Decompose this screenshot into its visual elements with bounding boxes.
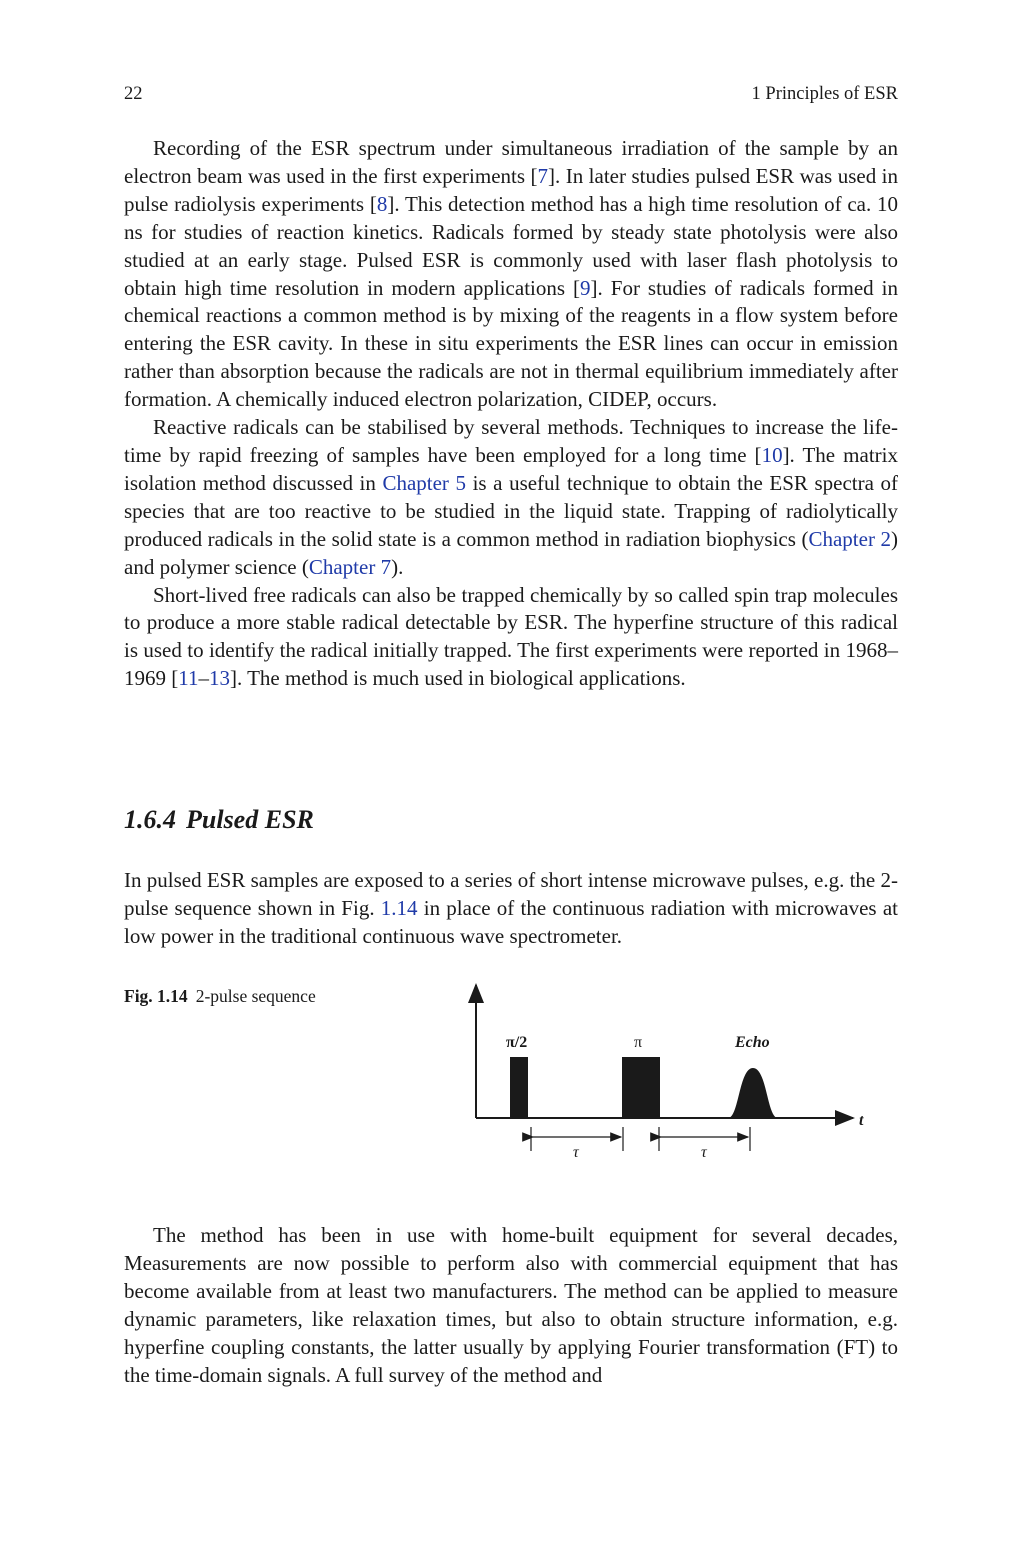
citation-9[interactable]: 9 [580, 275, 591, 300]
pi-label: π [634, 1034, 643, 1051]
section-number: 1.6.4 [124, 805, 176, 834]
paragraph-4: In pulsed ESR samples are exposed to a series of short intense microwave pulses, e.g. the 2-pulse sequence shown in Fig. 1.14 in place of the continuous radiation with microwaves at low power in the traditional continuous wave spectrometer. [124, 868, 898, 948]
citation-11[interactable]: 11 [178, 666, 199, 691]
page-header [124, 84, 898, 108]
tau2-label: τ [701, 1144, 707, 1161]
citation-13[interactable]: 13 [208, 666, 230, 691]
figure-caption-text: 2-pulse sequence [195, 986, 316, 1006]
pulse-sequence-diagram [456, 975, 880, 1165]
pi-half-label: π/2 [506, 1034, 528, 1051]
chapter-5-link[interactable]: Chapter 5 [382, 470, 467, 495]
citation-10[interactable]: 10 [761, 442, 783, 467]
pulse-pi-half [510, 1057, 528, 1118]
pulse-pi [622, 1057, 660, 1118]
section-heading [124, 805, 314, 835]
running-title: 1 Principles of ESR [751, 84, 898, 104]
body-text-middle [124, 867, 898, 951]
paragraph-2: Reactive radicals can be stabilised by several methods. Techniques to increase the life-time by rapid freezing of samples have been employed for a long time [10]. The matrix isolation method discussed in Chapter 5 is a useful technique to obtain the ESR spectra of species that are too reactive to be studied in the liquid state. Trapping of radiolytically produced radicals in the solid state is a common method in radiation biophysics (Chapter 2) and polymer science (Chapter 7). [124, 415, 898, 579]
chapter-7-link[interactable]: Chapter 7 [308, 554, 392, 579]
echo-signal [728, 1068, 778, 1118]
citation-7[interactable]: 7 [537, 163, 548, 188]
page-number: 22 [124, 84, 143, 104]
figure-caption [124, 986, 316, 1007]
paragraph-3: Short-lived free radicals can also be trapped chemically by so called spin trap molecules to produce a more stable radical detectable by ESR. The hyperfine structure of this radical is used to identify the radical initially trapped. The first experiments were reported in 1968–1969 [11–13]. The method is much used in biological applications. [124, 582, 898, 691]
body-text-bottom [124, 1222, 898, 1389]
t-axis-label: t [859, 1112, 864, 1129]
tau1-label: τ [573, 1144, 579, 1161]
section-title: Pulsed ESR [186, 805, 314, 834]
citation-8[interactable]: 8 [376, 191, 388, 216]
figure-1-14-link[interactable]: 1.14 [380, 895, 418, 920]
chapter-2-link[interactable]: Chapter 2 [808, 526, 891, 551]
body-text-top [124, 135, 898, 693]
echo-label: Echo [735, 1034, 770, 1051]
figure-label: Fig. 1.14 [124, 986, 188, 1006]
paragraph-1: Recording of the ESR spectrum under simultaneous irradiation of the sample by an electron beam was used in the first experiments [7]. In later studies pulsed ESR was used in pulse radiolysis experiments [8]. This detection method has a high time resolution of ca. 10 ns for studies of reaction kinetics. Radicals formed by steady state photolysis were also studied at an early stage. Pulsed ESR is commonly used with laser flash photolysis to obtain high time resolution in modern applications [9]. For studies of radicals formed in chemical reactions a common method is by mixing of the reagents in a flow system before entering the ESR cavity. In these in situ experiments the ESR lines can occur in emission rather than absorption because the radicals are not in thermal equilibrium immediately after formation. A chemically induced electron polarization, CIDEP, occurs. [124, 136, 898, 412]
paragraph-5: The method has been in use with home-built equipment for several decades, Measurements are now possible to perform also with commercial equipment that has become available from at least two manufacturers. The method can be applied to measure dynamic parameters, like relaxation times, but also to obtain structure information, e.g. hyperfine coupling constants, the latter usually by applying Fourier transformation (FT) to the time-domain signals. A full survey of the method and [124, 1223, 898, 1387]
